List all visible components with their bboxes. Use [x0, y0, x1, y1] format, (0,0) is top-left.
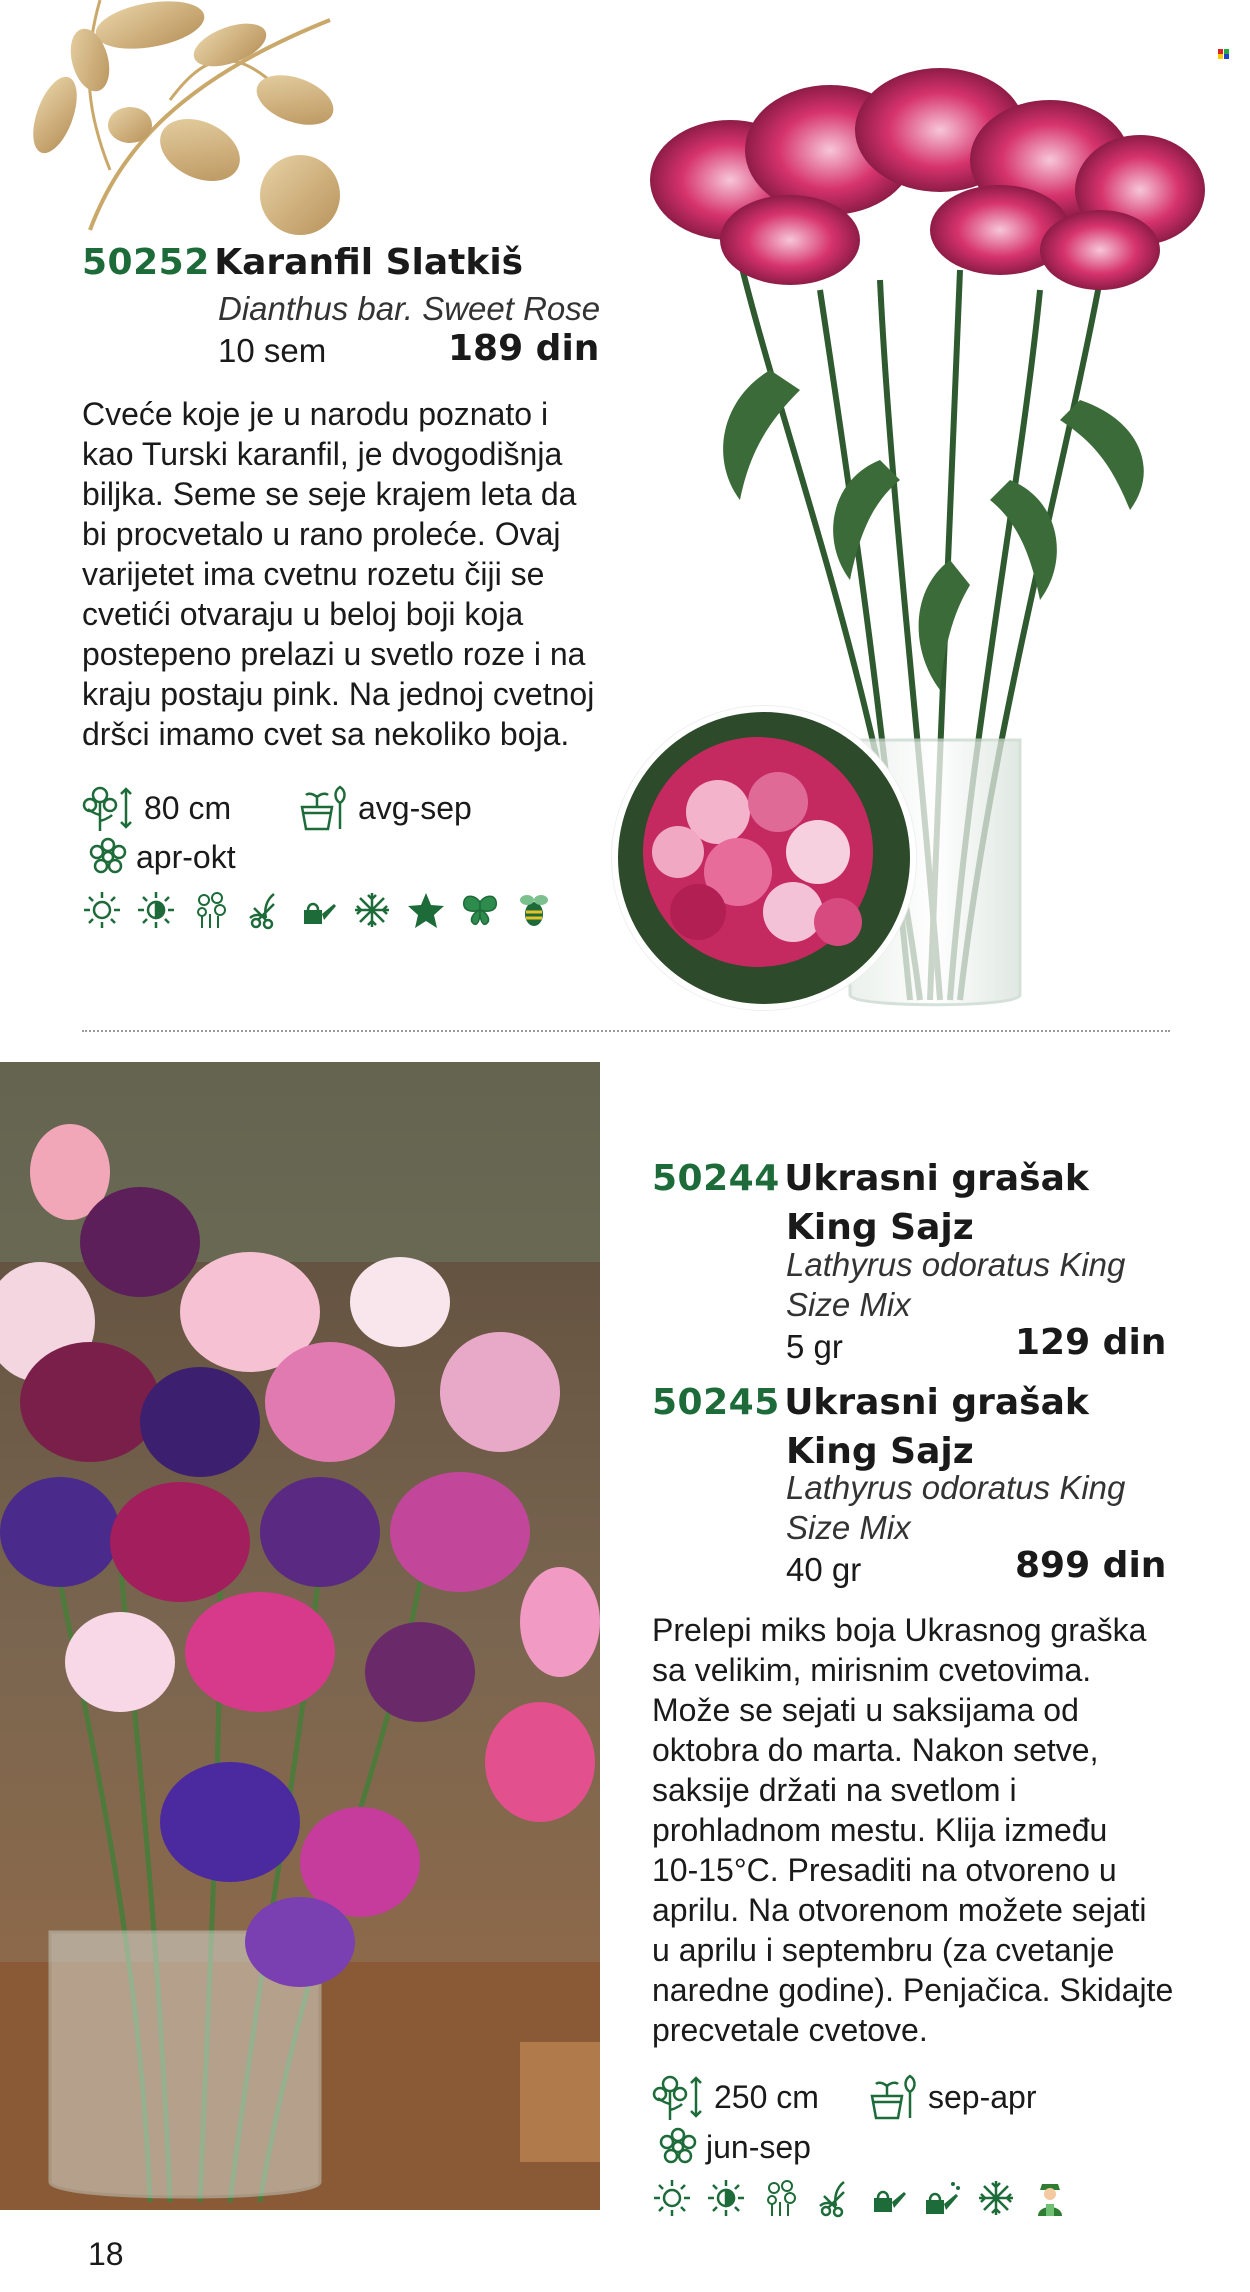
description-line: sa velikim, mirisnim cvetovima. — [652, 1652, 1092, 1688]
cut-flowers-icon — [190, 890, 230, 930]
product-description — [652, 1610, 1212, 2050]
height-value: 250 cm — [714, 2078, 819, 2115]
product-name-line2: King Sajz — [786, 1207, 974, 1248]
description-line: bi procvetalo u rano proleće. Ovaj — [82, 516, 561, 552]
product-price: 899 din — [1015, 1545, 1167, 1586]
product-description — [82, 394, 642, 754]
sowing-pot-icon — [298, 783, 350, 833]
sowing-value: sep-apr — [928, 2078, 1037, 2115]
latin-line: Lathyrus odoratus King — [786, 1246, 1126, 1283]
description-line: Može se sejati u saksijama od — [652, 1692, 1079, 1728]
description-line: naredne godine). Penjačica. Skidajte — [652, 1972, 1174, 2008]
description-line: kao Turski karanfil, je dvogodišnja — [82, 436, 563, 472]
care-icons-top — [82, 890, 554, 930]
flowering-value: jun-sep — [706, 2128, 811, 2165]
half-shade-icon — [706, 2178, 746, 2218]
description-line: aprilu. Na otvorenom možete sejati — [652, 1892, 1147, 1928]
butterfly-icon — [460, 890, 500, 930]
height-info — [652, 2072, 819, 2122]
description-line: Prelepi miks boja Ukrasnog graška — [652, 1612, 1147, 1648]
description-line: saksije držati na svetlom i — [652, 1772, 1017, 1808]
sweet-pea-photo — [0, 1062, 600, 2210]
description-line: prohladnom mestu. Klija između — [652, 1812, 1108, 1848]
brand-mark-icon — [1218, 46, 1232, 56]
height-info — [82, 783, 231, 833]
description-line: cvetići otvaraju u beloj boji koja — [82, 596, 524, 632]
sowing-pot-icon — [868, 2072, 920, 2122]
product-name: Ukrasni grašak — [784, 1158, 1089, 1199]
cutting-icon — [244, 890, 284, 930]
sowing-info — [298, 783, 472, 833]
sun-icon — [652, 2178, 692, 2218]
description-line: oktobra do marta. Nakon setve, — [652, 1732, 1099, 1768]
product-name: Karanfil Slatkiš — [214, 242, 524, 283]
latin-line: Lathyrus odoratus King — [786, 1469, 1126, 1506]
latin-line: Size Mix — [786, 1286, 911, 1323]
product-price: 129 din — [1015, 1322, 1167, 1363]
product-latin-name — [786, 1468, 1125, 1548]
flowering-info — [88, 837, 236, 877]
flower-icon — [658, 2127, 698, 2167]
product-name: Ukrasni grašak — [784, 1382, 1089, 1423]
sowing-value: avg-sep — [358, 789, 472, 826]
flowering-info — [658, 2127, 811, 2167]
frost-hardy-icon — [976, 2178, 1016, 2218]
product-header-50244 — [652, 1158, 1089, 1249]
description-line: varijetet ima cvetnu rozetu čiji se — [82, 556, 545, 592]
description-line: precvetale cvetove. — [652, 2012, 928, 2048]
flowering-value: apr-okt — [136, 838, 236, 875]
gold-branch-decoration — [30, 0, 350, 250]
product-latin-name: Dianthus bar. Sweet Rose — [218, 290, 601, 327]
cut-flowers-icon — [760, 2178, 800, 2218]
product-latin-name — [786, 1245, 1125, 1325]
plant-height-icon — [652, 2072, 706, 2122]
product-header-50245 — [652, 1382, 1089, 1473]
product-code: 50252 — [82, 242, 210, 283]
gardener-icon — [1030, 2178, 1070, 2218]
watering-can-2-icon — [922, 2178, 962, 2218]
product-price: 189 din — [448, 328, 600, 369]
description-line: Cveće koje je u narodu poznato i — [82, 396, 549, 432]
product-quantity: 40 gr — [786, 1551, 862, 1588]
flower-icon — [88, 837, 128, 877]
description-line: biljka. Seme se seje krajem leta da — [82, 476, 577, 512]
half-shade-icon — [136, 890, 176, 930]
sun-icon — [82, 890, 122, 930]
section-divider — [82, 1030, 1170, 1032]
product-quantity: 10 sem — [218, 332, 327, 369]
description-line: dršci imamo cvet sa nekoliko boja. — [82, 716, 570, 752]
watering-can-icon — [868, 2178, 908, 2218]
product-quantity: 5 gr — [786, 1328, 843, 1365]
watering-can-icon — [298, 890, 338, 930]
description-line: 10-15°C. Presaditi na otvoreno u — [652, 1852, 1117, 1888]
product-name-line2: King Sajz — [786, 1431, 974, 1472]
cutting-icon — [814, 2178, 854, 2218]
bee-icon — [514, 890, 554, 930]
frost-hardy-icon — [352, 890, 392, 930]
latin-line: Size Mix — [786, 1509, 911, 1546]
care-icons-bottom — [652, 2178, 1070, 2218]
star-icon — [406, 890, 446, 930]
height-value: 80 cm — [144, 789, 232, 826]
description-line: u aprilu i septembru (za cvetanje — [652, 1932, 1115, 1968]
description-line: postepeno prelazi u svetlo roze i na — [82, 636, 586, 672]
product-code: 50244 — [652, 1158, 780, 1199]
sowing-info — [868, 2072, 1037, 2122]
product-code: 50245 — [652, 1382, 780, 1423]
plant-height-icon — [82, 783, 136, 833]
product-header-50252 — [82, 242, 523, 283]
page-number: 18 — [88, 2236, 124, 2272]
description-line: kraju postaju pink. Na jednoj cvetnoj — [82, 676, 595, 712]
dianthus-closeup-photo — [612, 706, 916, 1010]
